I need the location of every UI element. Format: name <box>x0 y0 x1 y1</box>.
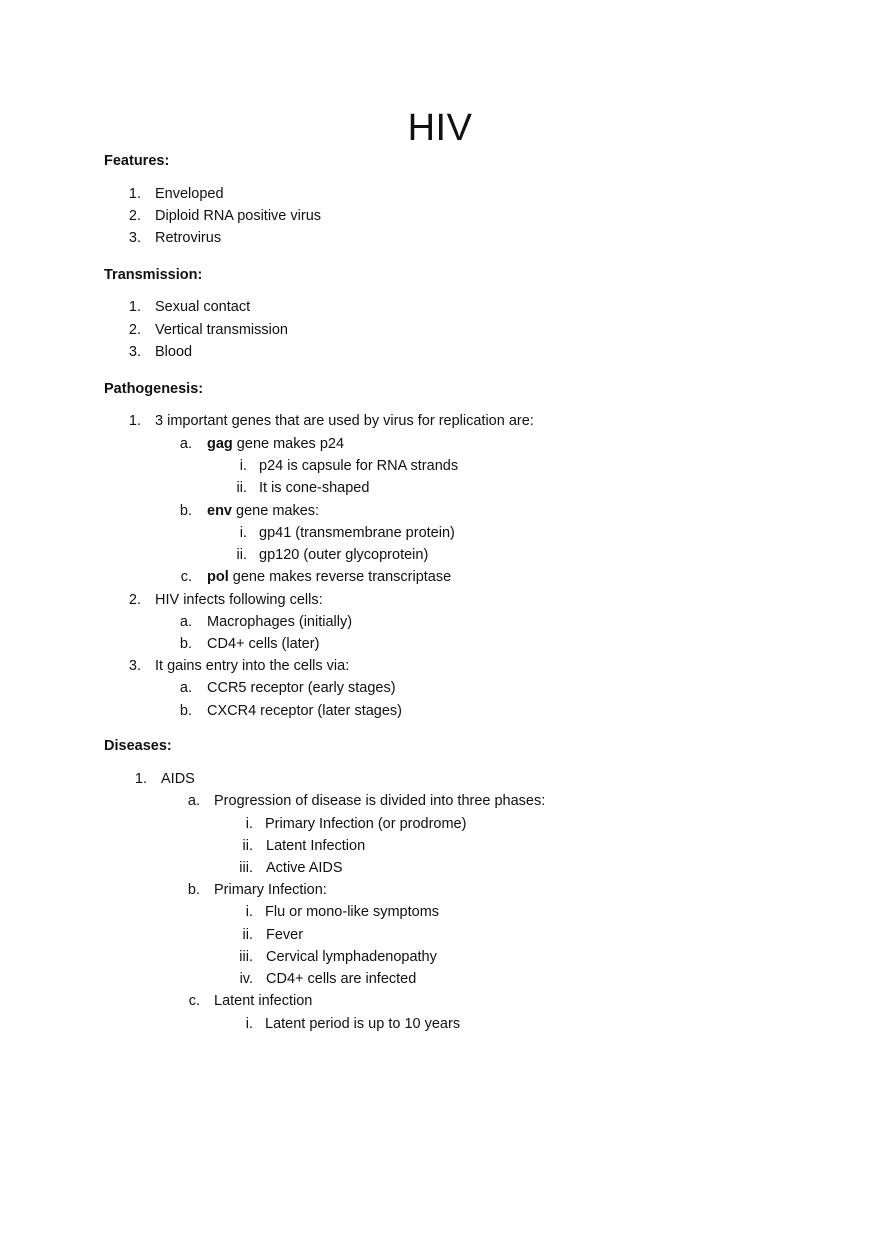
list-item-text: Latent period is up to 10 years <box>265 1016 461 1032</box>
list-marker: b. <box>179 703 192 719</box>
list-marker: b. <box>179 636 192 652</box>
list-item-text: Macrophages (initially) <box>207 614 353 630</box>
list-item-text: gp120 (outer glycoprotein) <box>259 547 429 563</box>
list-marker: c. <box>188 993 200 1009</box>
list-marker: 2. <box>128 592 141 608</box>
list-item-text: p24 is capsule for RNA strands <box>259 458 459 474</box>
list-marker: 1. <box>128 413 141 429</box>
list-marker: 1. <box>128 186 141 202</box>
list-marker: 2. <box>128 322 141 338</box>
list-marker: a. <box>179 680 192 696</box>
list-item-text: CD4+ cells are infected <box>266 971 417 987</box>
list-item-text: Progression of disease is divided into three phases: <box>214 793 546 809</box>
list-item-text: Primary Infection (or prodrome) <box>265 816 467 832</box>
list-marker: b. <box>179 503 192 519</box>
list-item-text: 3 important genes that are used by virus for replication are: <box>155 413 534 429</box>
list-marker: 1. <box>128 299 141 315</box>
list-item-text: Latent Infection <box>266 838 366 854</box>
list-marker: iii. <box>239 949 253 965</box>
list-marker: a. <box>179 614 192 630</box>
transmission-heading: Transmission: <box>104 267 203 283</box>
diseases-heading: Diseases: <box>104 738 172 754</box>
list-item-text: Sexual contact <box>155 299 251 315</box>
list-item-text: gp41 (transmembrane protein) <box>259 525 455 541</box>
list-item-text: Blood <box>155 344 193 360</box>
list-marker: ii. <box>236 547 247 563</box>
list-marker: b. <box>187 882 200 898</box>
gene-name-env: env <box>207 503 232 519</box>
list-item-text: CCR5 receptor (early stages) <box>207 680 396 696</box>
list-marker: 3. <box>128 230 141 246</box>
list-item-text: Vertical transmission <box>155 322 288 338</box>
list-item-text <box>207 434 344 454</box>
list-item-text <box>207 501 319 521</box>
list-item-text <box>207 567 451 587</box>
list-item-text: Retrovirus <box>155 230 222 246</box>
page-title: HIV <box>407 107 473 149</box>
list-item-text: Enveloped <box>155 186 224 202</box>
list-marker: i. <box>245 904 253 920</box>
list-item-text: Latent infection <box>214 993 313 1009</box>
gene-description: gene makes reverse transcriptase <box>228 569 452 585</box>
gene-name-pol: pol <box>207 569 229 585</box>
list-item-text: Primary Infection: <box>214 882 327 898</box>
list-marker: ii. <box>236 480 247 496</box>
list-item-text: Flu or mono-like symptoms <box>265 904 440 920</box>
list-item-text: Active AIDS <box>266 860 343 876</box>
list-marker: i. <box>239 458 247 474</box>
list-marker: 1. <box>134 771 147 787</box>
list-marker: i. <box>239 525 247 541</box>
list-marker: 3. <box>128 344 141 360</box>
list-item-text: AIDS <box>161 771 195 787</box>
gene-name-gag: gag <box>207 436 233 452</box>
list-item-text: It is cone-shaped <box>259 480 370 496</box>
list-item-text: It gains entry into the cells via: <box>155 658 350 674</box>
list-marker: a. <box>179 436 192 452</box>
list-item-text: Diploid RNA positive virus <box>155 208 322 224</box>
list-marker: a. <box>187 793 200 809</box>
list-marker: 2. <box>128 208 141 224</box>
features-heading: Features: <box>104 153 170 169</box>
list-marker: i. <box>245 816 253 832</box>
list-item-text: Cervical lymphadenopathy <box>266 949 437 965</box>
gene-description: gene makes: <box>232 503 320 519</box>
list-marker: ii. <box>242 927 253 943</box>
list-marker: i. <box>245 1016 253 1032</box>
list-marker: iii. <box>239 860 253 876</box>
list-item-text: CXCR4 receptor (later stages) <box>207 703 403 719</box>
list-marker: c. <box>180 569 192 585</box>
list-item-text: HIV infects following cells: <box>155 592 323 608</box>
list-marker: 3. <box>128 658 141 674</box>
gene-description: gene makes p24 <box>232 436 345 452</box>
list-marker: iv. <box>239 971 253 987</box>
list-item-text: Fever <box>266 927 304 943</box>
list-item-text: CD4+ cells (later) <box>207 636 320 652</box>
list-marker: ii. <box>242 838 253 854</box>
pathogenesis-heading: Pathogenesis: <box>104 381 204 397</box>
